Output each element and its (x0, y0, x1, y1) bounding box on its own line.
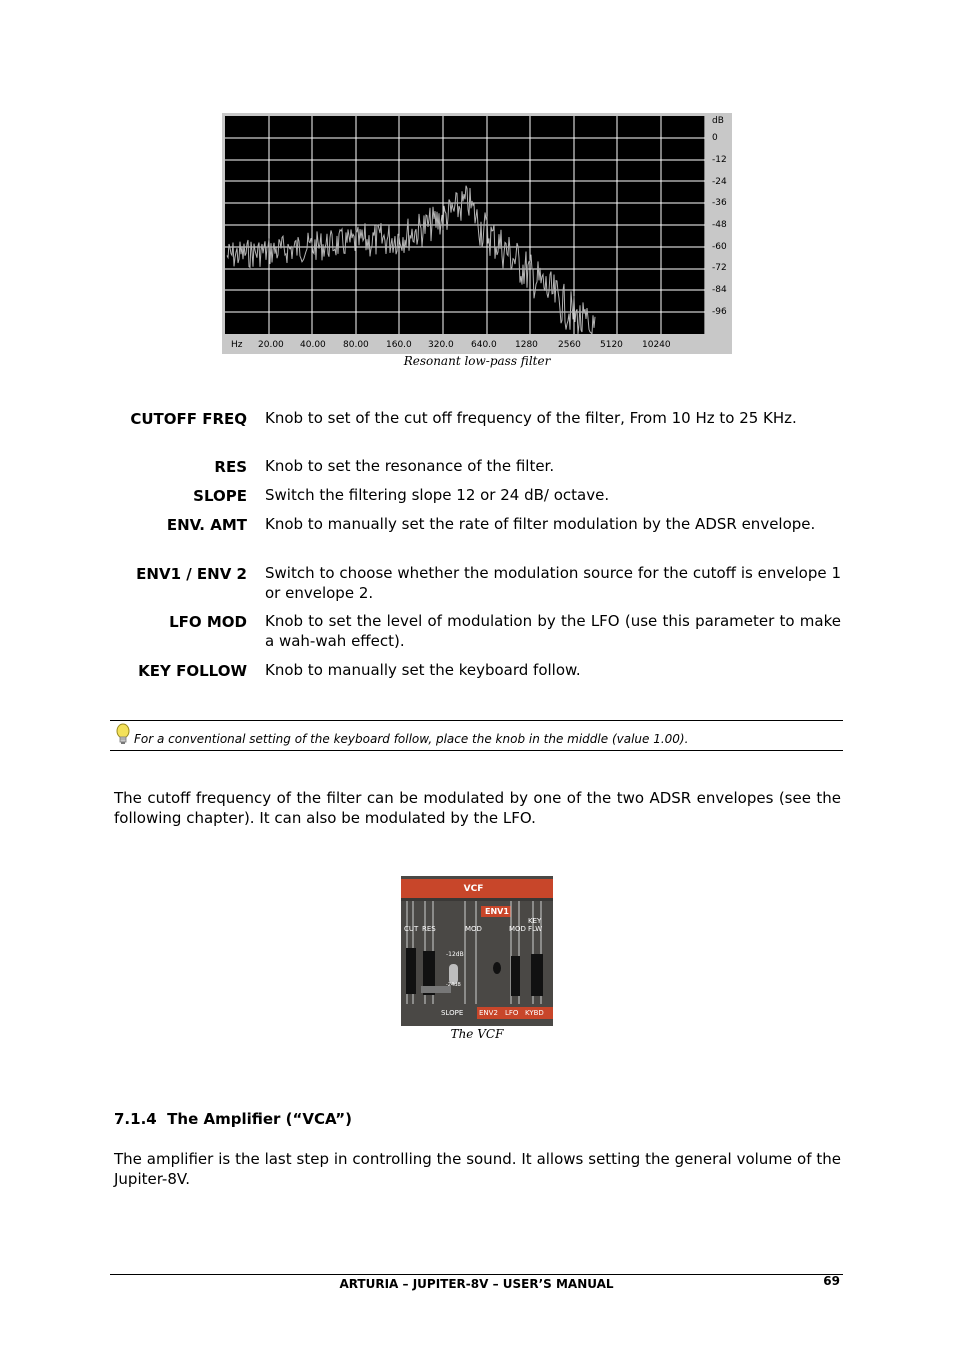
db-tick-label: 0 (712, 133, 718, 143)
vcf-title: VCF (463, 884, 484, 894)
db-tick-label: -48 (712, 220, 727, 230)
vcf-label-lfo: LFO (505, 1009, 519, 1017)
figure-caption-vcf: The VCF (450, 1027, 504, 1041)
db-tick-label: -96 (712, 307, 727, 317)
db-unit-label: dB (712, 116, 724, 126)
tip-box (110, 720, 843, 751)
section-number: 7.1.4 (114, 1110, 157, 1128)
hz-tick-label: 5120 (600, 340, 623, 350)
hz-tick-label: 640.0 (471, 340, 497, 350)
param-desc-env1-env2: Switch to choose whether the modulation source for the cutoff is envelope 1 or envelope 2. (265, 564, 841, 602)
db-tick-label: -24 (712, 177, 727, 187)
db-tick-label: -84 (712, 285, 727, 295)
param-term-lfo-mod: LFO MOD (169, 613, 247, 631)
param-desc-cutoff: Knob to set of the cut off frequency of the filter, From 10 Hz to 25 KHz. (265, 409, 797, 427)
hz-tick-label: 20.00 (258, 340, 284, 350)
param-term-key-follow: KEY FOLLOW (138, 662, 247, 680)
db-tick-label: -60 (712, 242, 727, 252)
vcf-panel-image (401, 876, 553, 1026)
spectrum-graph (225, 116, 705, 334)
footer-rule (110, 1274, 843, 1275)
footer-title: ARTURIA – JUPITER-8V – USER’S MANUAL (339, 1277, 614, 1291)
lightbulb-icon (113, 723, 131, 747)
param-term-cutoff: CUTOFF FREQ (130, 410, 247, 428)
vcf-label-res: RES (422, 925, 436, 933)
hz-unit-label: Hz (231, 340, 243, 350)
param-desc-key-follow: Knob to manually set the keyboard follow. (265, 661, 581, 679)
hz-tick-label: 10240 (642, 340, 671, 350)
db-tick-label: -12 (712, 155, 727, 165)
vcf-label-flw: FLW (528, 925, 543, 933)
vcf-label-kybd: KYBD (525, 1009, 544, 1017)
hz-tick-label: 40.00 (300, 340, 326, 350)
vcf-label-slope: SLOPE (441, 1009, 464, 1017)
vcf-label-mod: MOD (465, 925, 482, 933)
hz-tick-label: 320.0 (428, 340, 454, 350)
tip-text: For a conventional setting of the keyboard follow, place the knob in the middle (value 1.00). (134, 732, 689, 746)
param-term-env1-env2: ENV1 / ENV 2 (136, 565, 247, 583)
param-term-slope: SLOPE (193, 487, 247, 505)
vcf-label-mod2: MOD (509, 925, 526, 933)
param-term-env-amt: ENV. AMT (166, 516, 247, 534)
vcf-label-24db: -24dB (446, 982, 461, 988)
param-term-res: RES (214, 458, 247, 476)
db-tick-label: -72 (712, 263, 727, 273)
vcf-env1-label: ENV1 (485, 907, 509, 916)
vcf-label-cut: CUT (404, 925, 419, 933)
figure-caption-spectrum: Resonant low-pass filter (403, 354, 551, 368)
db-tick-label: -36 (712, 198, 727, 208)
param-desc-slope: Switch the filtering slope 12 or 24 dB/ octave. (265, 486, 610, 504)
spectrum-plot (225, 116, 705, 334)
body-paragraph-modulation: The cutoff frequency of the filter can be modulated by one of the two ADSR envelopes (see the following chapter). It can also be modulated by the LFO. (114, 789, 841, 827)
section-heading (114, 1110, 352, 1128)
hz-tick-label: 80.00 (343, 340, 369, 350)
hz-tick-label: 2560 (558, 340, 581, 350)
vcf-label-12db: -12dB (446, 951, 464, 958)
hz-tick-label: 1280 (515, 340, 538, 350)
param-desc-env-amt: Knob to manually set the rate of filter modulation by the ADSR envelope. (265, 515, 816, 533)
vcf-label-key: KEY (528, 917, 542, 925)
spectrum-figure (222, 113, 732, 354)
param-desc-lfo-mod: Knob to set the level of modulation by the LFO (use this parameter to make a wah-wah effect). (265, 612, 841, 650)
vcf-label-env2: ENV2 (479, 1009, 498, 1017)
section-title: The Amplifier (“VCA”) (167, 1110, 352, 1128)
page-number: 69 (823, 1274, 840, 1288)
body-paragraph-amplifier: The amplifier is the last step in controlling the sound. It allows setting the general volume of the Jupiter-8V. (114, 1150, 841, 1188)
vcf-panel-graphic (401, 876, 553, 1026)
param-desc-res: Knob to set the resonance of the filter. (265, 457, 555, 475)
hz-tick-label: 160.0 (386, 340, 412, 350)
